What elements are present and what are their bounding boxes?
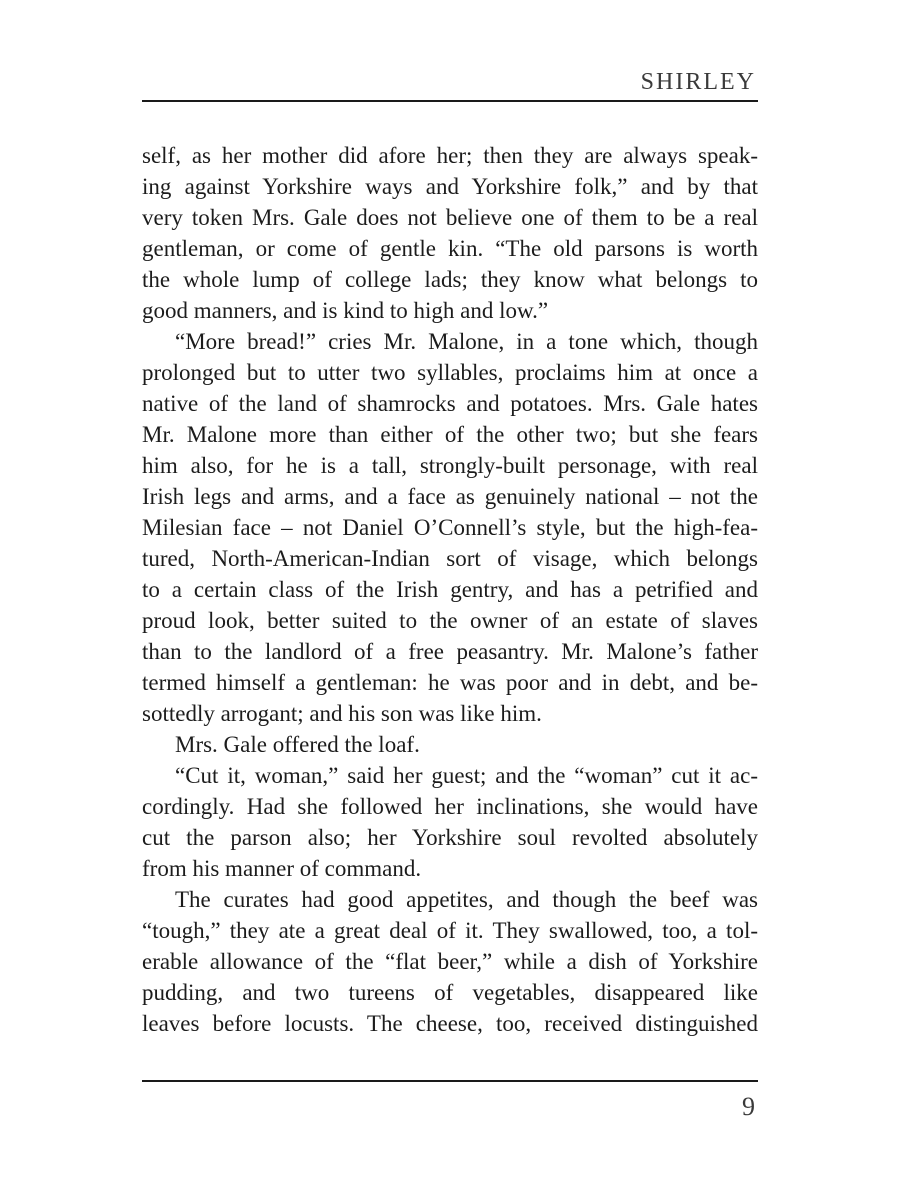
text-line: Irish legs and arms, and a face as genuinely national – not the xyxy=(142,484,758,509)
text-line: pudding, and two tureens of vegetables, disappeared like xyxy=(142,980,758,1005)
running-head-title: SHIRLEY xyxy=(640,69,756,95)
body-text xyxy=(142,140,758,1039)
text-line: Mr. Malone more than either of the other two; but she fears xyxy=(142,422,758,447)
text-line: him also, for he is a tall, strongly-built personage, with real xyxy=(142,453,758,478)
text-line: “tough,” they ate a great deal of it. They swallowed, too, a tol- xyxy=(142,918,758,943)
text-line: erable allowance of the “flat beer,” while a dish of Yorkshire xyxy=(142,949,758,974)
text-line: the whole lump of college lads; they know what belongs to xyxy=(142,267,758,292)
text-line: self, as her mother did afore her; then they are always speak- xyxy=(142,143,758,168)
text-line: Mrs. Gale offered the loaf. xyxy=(175,732,420,757)
header-rule xyxy=(142,100,758,102)
text-line: very token Mrs. Gale does not believe one of them to be a real xyxy=(142,205,758,230)
page-number: 9 xyxy=(742,1092,755,1121)
text-line: termed himself a gentleman: he was poor and in debt, and be- xyxy=(142,670,758,695)
text-line: to a certain class of the Irish gentry, and has a petrified and xyxy=(142,577,758,602)
text-line: native of the land of shamrocks and potatoes. Mrs. Gale hates xyxy=(142,391,758,416)
text-line: than to the landlord of a free peasantry. Mr. Malone’s father xyxy=(142,639,758,664)
text-line: prolonged but to utter two syllables, proclaims him at once a xyxy=(142,360,758,385)
text-line: good manners, and is kind to high and low.” xyxy=(142,298,549,323)
text-line: from his manner of command. xyxy=(142,856,422,881)
text-line: tured, North-American-Indian sort of visage, which belongs xyxy=(142,546,758,571)
text-line: cordingly. Had she followed her inclinations, she would have xyxy=(142,794,758,819)
text-line: ing against Yorkshire ways and Yorkshire folk,” and by that xyxy=(142,174,758,199)
text-line: sottedly arrogant; and his son was like him. xyxy=(142,701,542,726)
text-line: The curates had good appetites, and though the beef was xyxy=(175,887,758,912)
footer-rule xyxy=(142,1080,758,1082)
text-line: Milesian face – not Daniel O’Connell’s style, but the high-fea- xyxy=(142,515,758,540)
text-line: proud look, better suited to the owner of an estate of slaves xyxy=(142,608,758,633)
text-line: “Cut it, woman,” said her guest; and the “woman” cut it ac- xyxy=(175,763,758,788)
text-line: “More bread!” cries Mr. Malone, in a tone which, though xyxy=(175,329,758,354)
text-line: leaves before locusts. The cheese, too, received distinguished xyxy=(142,1011,758,1036)
text-line: cut the parson also; her Yorkshire soul revolted absolutely xyxy=(142,825,758,850)
text-line: gentleman, or come of gentle kin. “The old parsons is worth xyxy=(142,236,758,261)
